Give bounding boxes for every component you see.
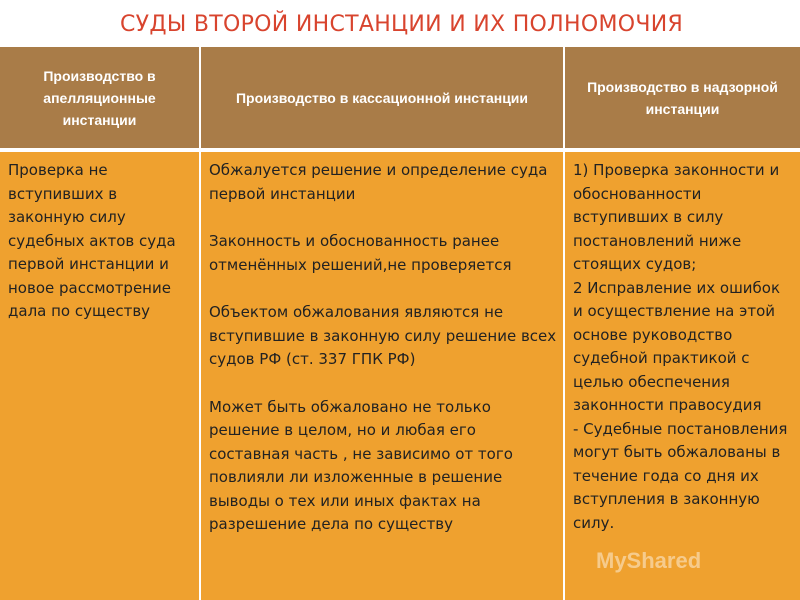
content-row xyxy=(0,150,800,600)
cassation-paragraph-3: Объектом обжалования являются не вступившие в законную силу решение всех судов РФ (ст. 337 ГПК РФ) xyxy=(209,303,557,368)
supervisory-cell xyxy=(564,150,800,600)
header-appellate: Производство в апелляционные инстанции xyxy=(0,47,200,150)
appellate-text: Проверка не вступивших в законную силу судебных актов суда первой инстанции и новое рассмотрение дала по существу xyxy=(8,161,176,320)
supervisory-line-1: 1) Проверка законности и обоснованности вступивших в силу постановлений ниже стоящих судов; xyxy=(573,161,780,273)
cassation-paragraph-4: Может быть обжаловано не только решение в целом, но и любая его составная часть , не зависимо от того повлияли ли изложенные в решение выводы о тех или иных фактах на разрешение дела по существу xyxy=(209,397,513,533)
cassation-cell xyxy=(200,150,564,600)
watermark-logo: MyShared xyxy=(596,548,702,573)
cassation-paragraph-1: Обжалуется решение и определение суда первой инстанции xyxy=(209,161,548,203)
supervisory-line-3: - Судебные постановления могут быть обжалованы в течение года со дня их вступления в законную силу. xyxy=(573,419,788,532)
appellate-cell xyxy=(0,150,200,600)
cassation-paragraph-2: Законность и обоснованность ранее отменённых решений,не проверяется xyxy=(209,232,512,274)
slide-title: СУДЫ ВТОРОЙ ИНСТАНЦИИ И ИХ ПОЛНОМОЧИЯ xyxy=(120,12,684,37)
powers-table xyxy=(0,47,800,600)
header-cassation: Производство в кассационной инстанции xyxy=(200,47,564,150)
header-row xyxy=(0,47,800,150)
supervisory-line-2: 2 Исправление их ошибок и осуществление на этой основе руководство судебной практикой с целью обеспечения законности правосудия xyxy=(573,278,781,414)
header-supervisory: Производство в надзорной инстанции xyxy=(564,47,800,150)
